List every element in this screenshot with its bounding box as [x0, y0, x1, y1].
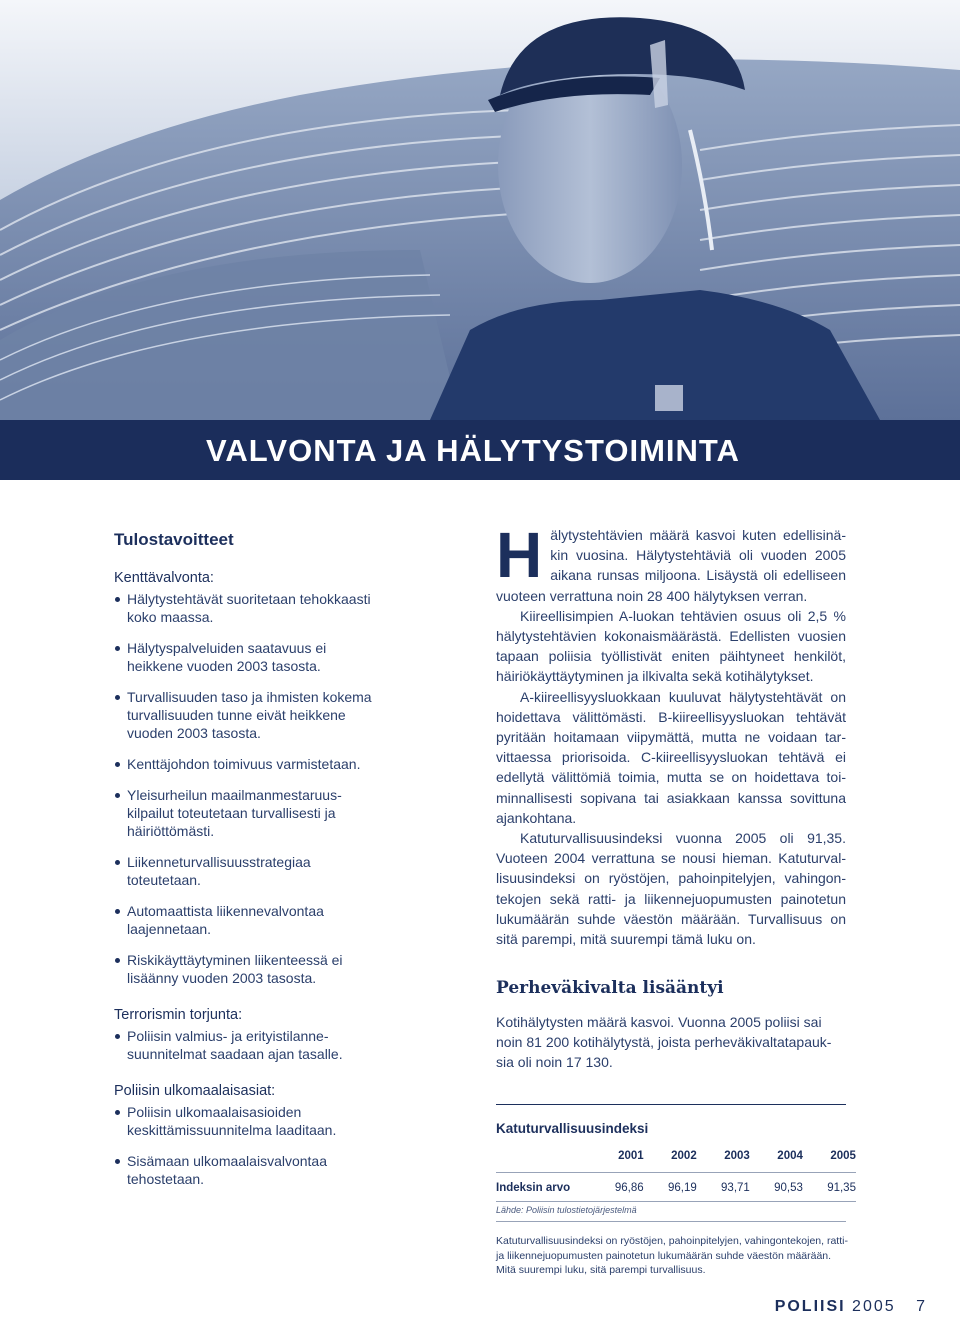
- stadium-police-officer-image: [0, 0, 960, 420]
- value-cell: 96,19: [667, 1182, 697, 1194]
- year-cell: 2002: [671, 1150, 697, 1162]
- section-heading-domestic-violence: Perheväkivalta lisääntyi: [496, 978, 724, 998]
- section-title: Poliisin ulkomaalaisasiat:: [114, 1083, 276, 1099]
- paragraph-domestic-violence: Kotihälytysten määrä kasvoi. Vuonna 2005 poliisi sai noin 81 200 kotihälytystä, joista perheväkivaltatapauk-sia oli noin 17 130.: [496, 1014, 832, 1071]
- goals-column: [114, 530, 374, 1208]
- section-field-patrol: [114, 570, 374, 987]
- list-item: Liikenneturvallisuusstrategiaa toteutetaan.: [114, 853, 374, 889]
- table-source: Lähde: Poliisin tulostietojärjestelmä: [496, 1205, 846, 1222]
- paragraph: Katuturvallisuusindeksi vuonna 2005 oli 91,35. Vuoteen 2004 verrattuna se nousi hieman. Katuturval-lisuusindeksi on ryöstöjen, pahoinpitelyjen, vahingon-tekojen sekä ratti- ja liikennejuopumusten painotetun lukumäärän suhde väestön määrään. Turvallisuus on sitä parempi, mitä suurempi tämä luku on.: [496, 830, 846, 948]
- table-header-row: [496, 1150, 856, 1173]
- section-title: Kenttävalvonta:: [114, 570, 214, 586]
- list-item: Riskikäyttäytyminen liikenteessä ei lisäänny vuoden 2003 tasosta.: [114, 951, 374, 987]
- table-title: Katuturvallisuusindeksi: [496, 1121, 649, 1136]
- list-item: Poliisin valmius- ja erityistilanne-suunnitelmat saadaan ajan tasalle.: [114, 1027, 374, 1063]
- section-immigration: [114, 1083, 374, 1188]
- table-note: Katuturvallisuusindeksi on ryöstöjen, pahoinpitelyjen, vahingontekojen, ratti- ja liikennejuopumusten painotetun lukumäärän suhde väestön määrään. Mitä suurempi luku, sitä parempi turvallisuus.: [496, 1235, 848, 1276]
- value-cell: 90,53: [774, 1182, 803, 1194]
- page-number: 7: [916, 1298, 925, 1315]
- title-band: [0, 420, 960, 480]
- paragraph-text: älytystehtävien määrä kasvoi kuten edellisinä-kin vuosina. Hälytystehtäviä oli vuoden 2005 aikana runsas miljoona. Lisäystä oli edelliseen vuoteen verrattuna noin 28 400 hälytyksen verran.: [496, 527, 846, 604]
- footer-brand: POLIISI: [774, 1298, 846, 1315]
- article-column: [496, 519, 846, 949]
- street-safety-index-table: [496, 1104, 856, 1278]
- page-title: VALVONTA JA HÄLYTYSTOIMINTA: [206, 433, 740, 468]
- value-cell: 91,35: [827, 1182, 856, 1194]
- list-item: Automaattista liikennevalvontaa laajennetaan.: [114, 902, 374, 938]
- year-cell: 2005: [830, 1150, 856, 1162]
- list-item: Turvallisuuden taso ja ihmisten kokema turvallisuuden tunne eivät heikkene vuoden 2003 tasosta.: [114, 688, 374, 742]
- year-cell: 2004: [777, 1150, 803, 1162]
- year-cell: 2003: [724, 1150, 750, 1162]
- list-item: Hälytyspalveluiden saatavuus ei heikkene vuoden 2003 tasosta.: [114, 639, 374, 675]
- list-item: Kenttäjohdon toimivuus varmistetaan.: [114, 755, 374, 773]
- list-item: Yleisurheilun maailmanmestaruus-kilpailut toteutetaan turvallisesti ja häiriöttömästi.: [114, 786, 374, 840]
- section-terrorism: [114, 1007, 374, 1063]
- row-label: Indeksin arvo: [496, 1182, 571, 1194]
- header-spacer: [496, 1150, 591, 1162]
- drop-cap: H: [496, 519, 543, 591]
- value-cell: 96,86: [614, 1182, 644, 1194]
- paragraph: A-kiireellisyysluokkaan kuuluvat hälytystehtävät on hoidettava välittömästi. B-kiireellisyysluokan tehtävät pyritään hoitamaan viipymättä, mutta ne voidaan tar-vittaessa priorisoida. C-kiireellisyysluokan tehtävä ei edellytä välittömiä toimia, mutta se on hoidettava toi-minnallisesti sopivana tai asiakkaan kanssa sovittuna ajankohtana.: [496, 688, 846, 826]
- table-top-rule: [496, 1104, 846, 1105]
- paragraph-intro: [496, 519, 846, 606]
- list-item: Hälytystehtävät suoritetaan tehokkaasti koko maassa.: [114, 590, 374, 626]
- hero-photo: [0, 0, 960, 420]
- goals-heading: Tulostavoitteet: [114, 530, 234, 549]
- year-cell: 2001: [618, 1150, 644, 1162]
- footer-year: 2005: [852, 1298, 896, 1315]
- paragraph: Kiireellisimpien A-luokan tehtävien osuus oli 2,5 % hälytystehtävien kokonaismäärästä. Edellisten vuosien tapaan poliisia työllistivät eniten päihtyneet henkilöt, häiriökäyttäytyminen ja ilkivalta sekä kotihälytykset.: [496, 607, 846, 685]
- list-item: Sisämaan ulkomaalaisvalvontaa tehostetaan.: [114, 1152, 374, 1188]
- section-title: Terrorismin torjunta:: [114, 1007, 243, 1023]
- list-item: Poliisin ulkomaalaisasioiden keskittämissuunnitelma laaditaan.: [114, 1103, 374, 1139]
- table-row: [496, 1173, 856, 1202]
- page-footer: [775, 1298, 925, 1316]
- value-cell: 93,71: [721, 1182, 750, 1194]
